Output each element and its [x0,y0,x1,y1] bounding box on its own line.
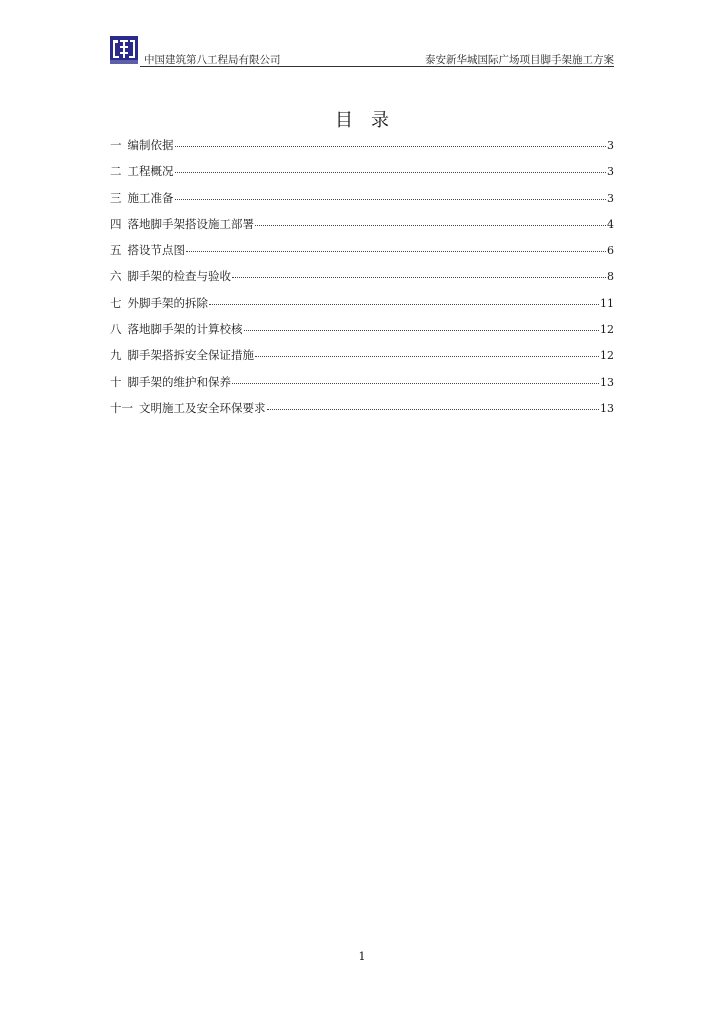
toc-dot-leader [244,330,600,331]
toc-dot-leader [186,251,606,252]
toc-entry-label: 文明施工及安全环保要求 [139,400,266,415]
toc-entry-number: 一 [110,138,122,152]
toc-entry[interactable] [110,322,614,348]
toc-entry[interactable] [110,269,614,295]
toc-entry-label: 施工准备 [127,190,174,205]
page-number: 1 [358,950,366,963]
toc-entry-number: 四 [110,216,122,231]
toc-dot-leader [175,172,607,173]
toc-dot-leader [175,146,607,147]
toc-entry-number: 十 [110,374,122,389]
toc-entry-label: 外脚手架的拆除 [127,295,208,310]
toc-entry-number: 八 [110,322,122,337]
header-divider [140,66,614,67]
toc-entry[interactable] [110,217,614,243]
toc-entry-number: 六 [110,269,122,284]
table-of-contents [110,138,614,427]
toc-entry-number: 五 [110,243,122,258]
toc-entry-number: 十一 [110,400,133,415]
toc-entry[interactable] [110,243,614,269]
project-name: 泰安新华城国际广场项目脚手架施工方案 [425,54,614,66]
toc-entry[interactable] [110,348,614,374]
toc-entry-label: 脚手架搭拆安全保证措施 [127,348,254,363]
toc-dot-leader [175,199,607,200]
toc-entry-page: 13 [600,401,614,415]
toc-entry-page: 3 [607,191,614,205]
toc-dot-leader [209,304,599,305]
toc-entry-number: 九 [110,348,122,363]
toc-entry[interactable] [110,375,614,401]
toc-entry-page: 12 [600,349,614,363]
toc-entry-label: 脚手架的检查与验收 [127,269,231,284]
toc-dot-leader [255,225,606,226]
toc-entry-label: 工程概况 [127,164,174,179]
toc-entry[interactable] [110,296,614,322]
toc-entry-page: 3 [607,139,614,152]
toc-entry-label: 脚手架的维护和保养 [127,374,231,389]
toc-dot-leader [267,409,600,410]
company-logo-icon [110,36,138,64]
toc-entry-page: 11 [600,296,614,310]
toc-entry[interactable] [110,164,614,190]
toc-entry-label: 落地脚手架的计算校核 [127,322,243,337]
toc-entry-page: 4 [607,217,614,231]
toc-dot-leader [232,277,606,278]
page-header [110,36,614,66]
toc-entry-page: 12 [600,323,614,337]
toc-title: 目录 [335,110,407,131]
toc-entry-number: 二 [110,164,122,179]
toc-entry[interactable] [110,191,614,217]
toc-entry-page: 6 [607,244,614,258]
toc-entry-number: 三 [110,190,122,205]
toc-entry-label: 搭设节点图 [127,243,185,258]
company-name: 中国建筑第八工程局有限公司 [144,54,281,66]
toc-entry-number: 七 [110,295,122,310]
toc-entry[interactable] [110,138,614,164]
toc-entry-label: 编制依据 [127,138,174,152]
toc-entry-page: 8 [607,270,614,284]
toc-dot-leader [232,383,599,384]
toc-dot-leader [255,356,599,357]
toc-entry-page: 3 [607,165,614,179]
toc-entry-page: 13 [600,375,614,389]
toc-entry[interactable] [110,401,614,427]
toc-entry-label: 落地脚手架搭设施工部署 [127,216,254,231]
